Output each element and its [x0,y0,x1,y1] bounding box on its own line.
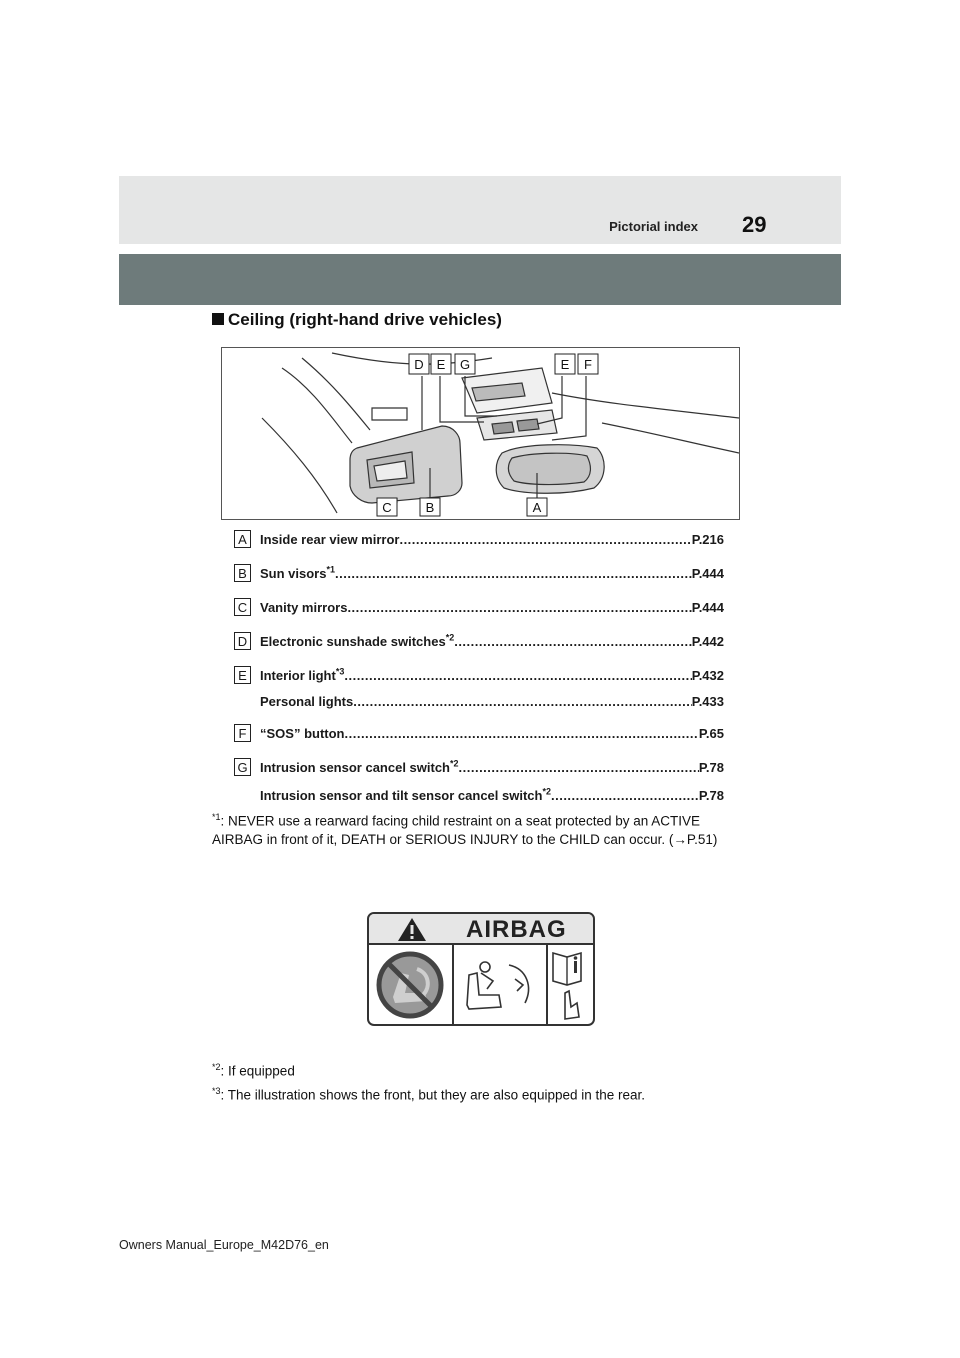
footnote-3 [212,1082,645,1105]
footer-document-id: Owners Manual_Europe_M42D76_en [119,1238,329,1252]
item-label: Vanity mirrors [260,600,348,615]
item-letter: G [234,758,251,776]
item-label: Personal lights [260,694,354,709]
airbag-warning-label [367,912,595,1026]
header-band [119,176,841,244]
header-dark-band [119,254,841,305]
footnote-1-text: : NEVER use a rearward facing child restraint on a seat protected by an ACTIVE AIRBAG in front of it, DEATH or SERIOUS INJURY to the CHILD can occur. (→P.51) [212,813,718,847]
callout-d: D [414,357,424,372]
front-facing-child-seat-icon [467,962,528,1009]
callout-c: C [382,500,392,515]
page-ref-link[interactable]: P.216 [691,532,724,547]
leader-dots [399,532,691,547]
item-letter: F [234,724,251,742]
footnote-1-mark: *1 [212,812,221,822]
item-letter: B [234,564,251,582]
no-rear-facing-child-seat-icon [379,954,441,1016]
callout-b: B [425,500,435,515]
item-label: Electronic sunshade switches$^{*2}$ [260,634,455,649]
page-ref-link[interactable]: P.442 [691,634,724,649]
page-ref-link[interactable]: P.444 [691,566,724,581]
footnote-2-mark: *2 [212,1062,221,1072]
list-item [234,692,724,712]
footnote-2-text: : If equipped [220,1063,295,1079]
callout-f: F [584,357,592,372]
leader-dots [459,760,699,775]
list-item [234,758,724,778]
item-label: Interior light$^{*3}$ [260,668,345,683]
item-letter: A [234,530,251,548]
item-letter: D [234,632,251,650]
read-manual-icon [553,953,581,1019]
item-label: Intrusion sensor and tilt sensor cancel switch$^{*2}$ [260,788,551,803]
page-ref-link[interactable]: P.78 [698,760,724,775]
item-letter: C [234,598,251,616]
leader-dots [347,600,691,615]
airbag-pictograms [369,945,593,1024]
callout-e1: E [436,357,446,372]
footnote-1 [212,808,742,849]
subheading [212,310,502,330]
list-item [234,530,724,550]
ceiling-drawing [222,348,739,519]
page-ref-link[interactable]: P.433 [691,694,724,709]
list-item [234,724,724,744]
list-item [234,632,724,652]
leader-dots [335,566,692,581]
page-ref-link[interactable]: P.444 [691,600,724,615]
leader-dots [454,634,692,649]
item-letter: E [234,666,251,684]
warning-triangle-icon [397,917,427,942]
square-bullet-icon [212,313,224,325]
item-label: Intrusion sensor cancel switch$^{*2}$ [260,760,459,775]
callout-e2: E [560,357,570,372]
page-ref-link[interactable]: P.432 [691,668,724,683]
airbag-word: AIRBAG [466,916,567,943]
leader-dots [345,726,699,741]
list-item [234,564,724,584]
footnote-3-mark: *3 [212,1086,221,1096]
list-item [234,666,724,686]
list-item [234,786,724,806]
leader-dots [344,668,691,683]
page-ref-link[interactable]: P.65 [698,726,724,741]
item-label: Sun visors$^{*1}$ [260,566,335,581]
ceiling-illustration [221,347,740,520]
subheading-text: Ceiling (right-hand drive vehicles) [228,310,502,329]
list-item [234,598,724,618]
item-label: Inside rear view mirror [260,532,400,547]
leader-dots [551,788,699,803]
section-title: Pictorial index [609,219,698,234]
callout-a: A [532,500,542,515]
footnote-2 [212,1058,295,1081]
page-ref-link[interactable]: P.78 [698,788,724,803]
callout-g: G [459,357,471,372]
leader-dots [353,694,692,709]
footnote-3-text: : The illustration shows the front, but they are also equipped in the rear. [220,1087,646,1103]
page-number: 29 [742,212,767,237]
item-label: “SOS” button [260,726,345,741]
